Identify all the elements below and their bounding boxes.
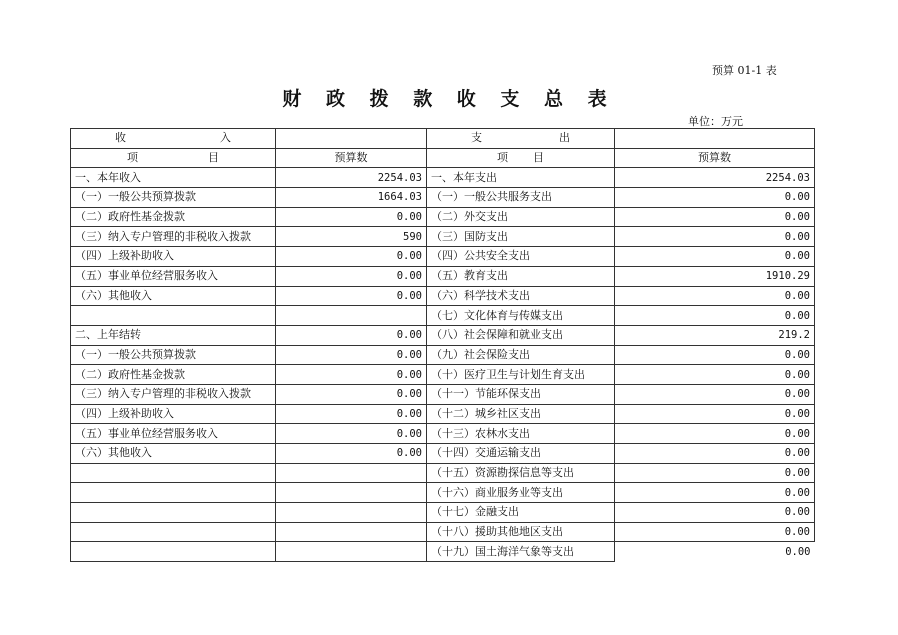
table-row	[71, 306, 815, 326]
income-item-cell	[71, 522, 276, 542]
expense-item-cell: （三）国防支出	[427, 227, 615, 247]
income-value-cell: 0.00	[276, 266, 427, 286]
income-value-cell: 0.00	[276, 286, 427, 306]
income-value-cell: 0.00	[276, 444, 427, 464]
item-header-char-2: 目	[208, 151, 219, 165]
expense-value-cell: 0.00	[615, 384, 815, 404]
expense-item-cell: （十一）节能环保支出	[427, 384, 615, 404]
income-item-cell: （五）事业单位经营服务收入	[71, 424, 276, 444]
expense-item-cell: （十二）城乡社区支出	[427, 404, 615, 424]
income-item-cell: （六）其他收入	[71, 286, 276, 306]
table-row	[71, 325, 815, 345]
expense-value-cell: 0.00	[615, 503, 815, 523]
fiscal-summary-table	[70, 128, 815, 562]
income-item-cell	[71, 483, 276, 503]
table-row	[71, 266, 815, 286]
income-value-cell: 590	[276, 227, 427, 247]
expense-value-cell: 0.00	[615, 542, 815, 562]
expense-item-cell: （七）文化体育与传媒支出	[427, 306, 615, 326]
table-row	[71, 522, 815, 542]
income-item-cell	[71, 306, 276, 326]
table-row	[71, 227, 815, 247]
expense-value-cell: 1910.29	[615, 266, 815, 286]
expense-value-cell: 0.00	[615, 345, 815, 365]
expense-item-cell: （十六）商业服务业等支出	[427, 483, 615, 503]
expense-value-cell: 0.00	[615, 306, 815, 326]
table-row	[71, 463, 815, 483]
expense-item-cell: （十八）援助其他地区支出	[427, 522, 615, 542]
income-value-cell: 0.00	[276, 365, 427, 385]
income-value-cell	[276, 503, 427, 523]
income-header-char-2: 入	[220, 131, 231, 145]
table-row	[71, 247, 815, 267]
table-row	[71, 503, 815, 523]
table-row	[71, 345, 815, 365]
income-item-cell	[71, 503, 276, 523]
table-row	[71, 365, 815, 385]
expense-value-cell: 0.00	[615, 444, 815, 464]
expense-item-cell: （十三）农林水支出	[427, 424, 615, 444]
item-header-right-char-2: 目	[533, 151, 544, 165]
income-item-cell: （五）事业单位经营服务收入	[71, 266, 276, 286]
expense-header-char-2: 出	[559, 131, 570, 145]
expense-value-cell: 0.00	[615, 463, 815, 483]
income-value-cell: 0.00	[276, 424, 427, 444]
income-value-cell: 1664.03	[276, 188, 427, 208]
income-header-cell	[71, 129, 276, 149]
expense-value-cell: 0.00	[615, 247, 815, 267]
income-item-cell: （三）纳入专户管理的非税收入拨款	[71, 384, 276, 404]
expense-value-cell: 0.00	[615, 286, 815, 306]
expense-item-cell: （六）科学技术支出	[427, 286, 615, 306]
income-header-char-1: 收	[115, 131, 126, 145]
expense-item-cell: （十九）国土海洋气象等支出	[427, 542, 615, 562]
expense-value-cell: 0.00	[615, 522, 815, 542]
income-item-cell: （二）政府性基金拨款	[71, 207, 276, 227]
expense-value-cell: 0.00	[615, 404, 815, 424]
expense-value-cell: 2254.03	[615, 168, 815, 188]
expense-item-cell: （十）医疗卫生与计划生育支出	[427, 365, 615, 385]
table-row	[71, 168, 815, 188]
expense-value-cell: 0.00	[615, 365, 815, 385]
expense-value-cell: 0.00	[615, 188, 815, 208]
expense-value-cell: 0.00	[615, 483, 815, 503]
item-header-right-char-1: 项	[497, 151, 508, 165]
expense-value-cell: 219.2	[615, 325, 815, 345]
income-item-header	[71, 148, 276, 168]
income-value-cell	[276, 463, 427, 483]
income-value-cell	[276, 306, 427, 326]
table-row	[71, 188, 815, 208]
expense-item-cell: （九）社会保险支出	[427, 345, 615, 365]
income-item-cell: 二、上年结转	[71, 325, 276, 345]
income-value-cell: 0.00	[276, 247, 427, 267]
form-number: 预算 01-1 表	[712, 64, 777, 77]
expense-item-cell: 一、本年支出	[427, 168, 615, 188]
income-value-cell	[276, 522, 427, 542]
expense-item-cell: （一）一般公共服务支出	[427, 188, 615, 208]
income-value-cell: 0.00	[276, 404, 427, 424]
expense-item-cell: （八）社会保障和就业支出	[427, 325, 615, 345]
income-value-cell: 2254.03	[276, 168, 427, 188]
income-value-cell	[276, 542, 427, 562]
income-item-cell: （三）纳入专户管理的非税收入拨款	[71, 227, 276, 247]
table-row	[71, 424, 815, 444]
section-header-row	[71, 129, 815, 149]
expense-item-cell: （五）教育支出	[427, 266, 615, 286]
expense-item-cell: （十五）资源勘探信息等支出	[427, 463, 615, 483]
expense-item-cell: （四）公共安全支出	[427, 247, 615, 267]
expense-header-cell	[427, 129, 615, 149]
income-header-blank	[276, 129, 427, 149]
income-item-cell	[71, 463, 276, 483]
table-row	[71, 384, 815, 404]
table-row	[71, 404, 815, 424]
income-value-cell: 0.00	[276, 345, 427, 365]
table-row	[71, 542, 815, 562]
income-item-cell	[71, 542, 276, 562]
income-item-cell: （四）上级补助收入	[71, 404, 276, 424]
item-header-char-1: 项	[127, 151, 138, 165]
expense-value-cell: 0.00	[615, 227, 815, 247]
expense-item-cell: （二）外交支出	[427, 207, 615, 227]
income-item-cell: （二）政府性基金拨款	[71, 365, 276, 385]
unit-label: 单位：万元	[688, 115, 743, 128]
income-budget-header: 预算数	[276, 148, 427, 168]
income-value-cell: 0.00	[276, 325, 427, 345]
expense-value-cell: 0.00	[615, 207, 815, 227]
income-item-cell: 一、本年收入	[71, 168, 276, 188]
table-row	[71, 207, 815, 227]
expense-header-char-1: 支	[471, 131, 482, 145]
expense-item-header	[427, 148, 615, 168]
expense-value-cell: 0.00	[615, 424, 815, 444]
expense-item-cell: （十四）交通运输支出	[427, 444, 615, 464]
column-header-row	[71, 148, 815, 168]
table-row	[71, 483, 815, 503]
income-value-cell: 0.00	[276, 384, 427, 404]
income-item-cell: （一）一般公共预算拨款	[71, 345, 276, 365]
income-item-cell: （一）一般公共预算拨款	[71, 188, 276, 208]
income-item-cell: （六）其他收入	[71, 444, 276, 464]
income-value-cell: 0.00	[276, 207, 427, 227]
expense-budget-header: 预算数	[615, 148, 815, 168]
table-row	[71, 444, 815, 464]
table-row	[71, 286, 815, 306]
income-value-cell	[276, 483, 427, 503]
expense-header-blank	[615, 129, 815, 149]
expense-item-cell: （十七）金融支出	[427, 503, 615, 523]
income-item-cell: （四）上级补助收入	[71, 247, 276, 267]
page-title: 财 政 拨 款 收 支 总 表	[282, 88, 616, 110]
